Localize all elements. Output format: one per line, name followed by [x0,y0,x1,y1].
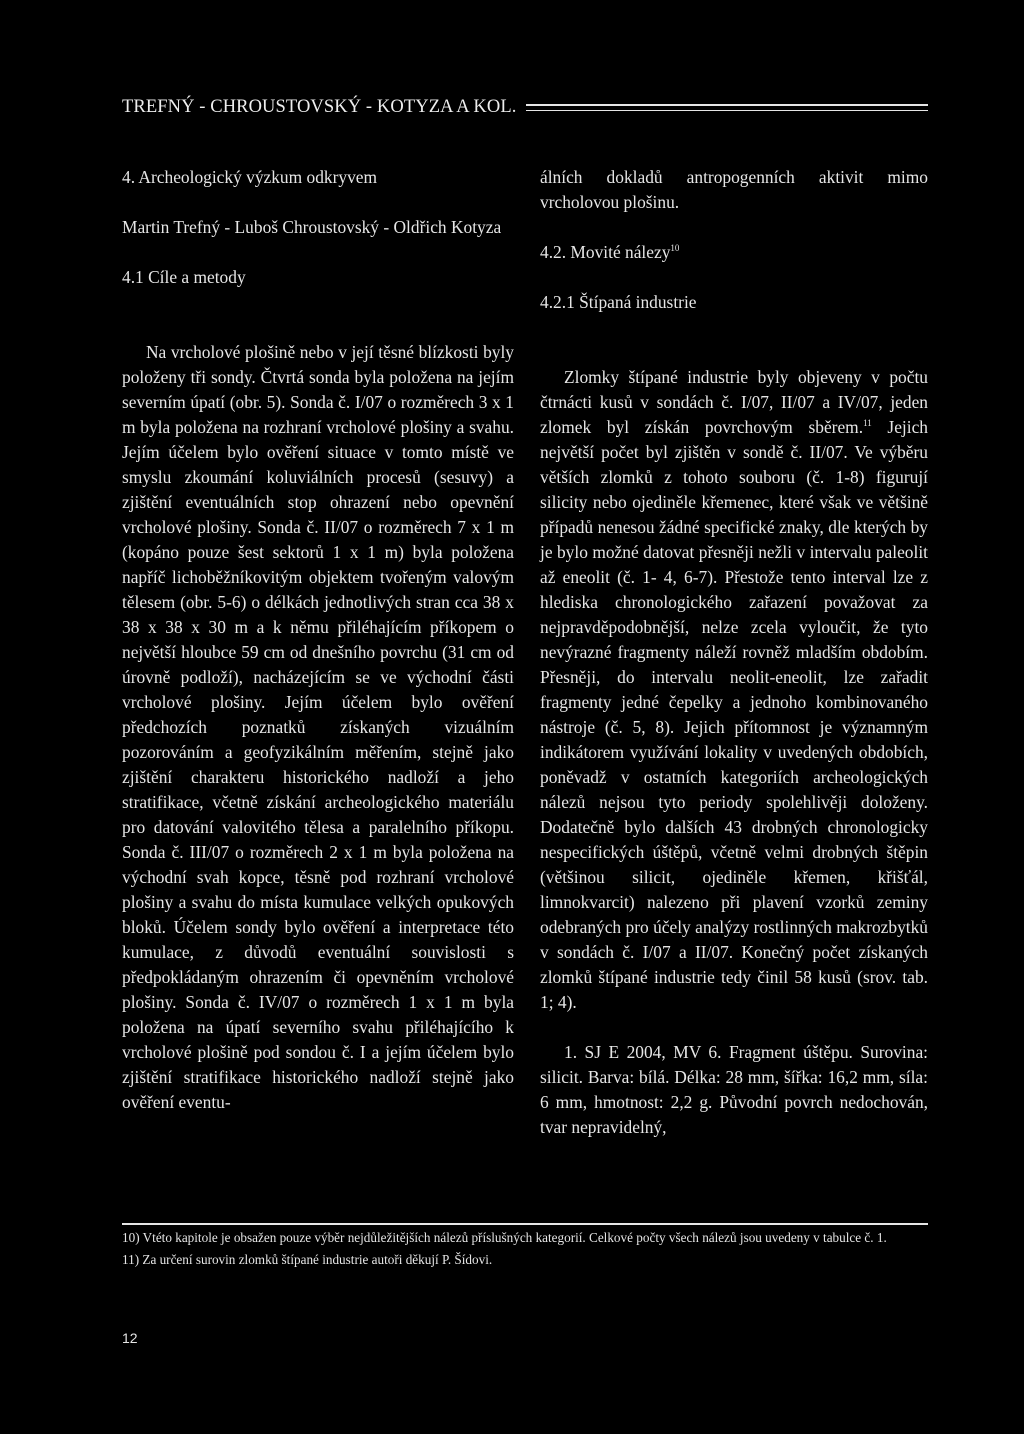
footnote-separator [122,1223,928,1225]
industry-paragraph-part1: Zlomky štípané industrie byly objeveny v počtu čtrnácti kusů v sondách č. I/07, II/07 a IV/07, jeden zlomek byl získán povrchovým sběrem. [540,367,928,437]
header-double-rule [526,104,928,111]
section-heading-4-2-text: 4.2. Movité nálezy [540,242,671,262]
section-heading-4-2 [540,240,928,265]
footnote-11: 11) Za určení surovin zlomků štípané industrie autoři děkují P. Šídovi. [122,1251,493,1267]
page-number: 12 [122,1330,138,1346]
footnote-10: 10) Vtéto kapitole je obsažen pouze výběr nejdůležitějších nálezů příslušných kategorií. Celkové počty všech nálezů jsou uvedeny v tabulce č. 1. [122,1230,887,1245]
industry-paragraph-part2: Jejich největší počet byl zjištěn v sondě č. II/07. Ve výběru větších zlomků z tohoto souboru (č. 1-8) figurují silicity nebo ojediněle křemenec, které však ve většině případů nenesou žádné specifické znaky, dle kterých by je bylo možné datovat přesněji nežli v intervalu paleolit až eneolit (č. 1- 4, 6-7). Přestože tento interval lze z hlediska chronologického zařazení považovat za nejpravděpodobnější, nelze zcela vyloučit, že tyto nevýrazné fragmenty náleží rovněž mladším obdobím. Přesněji, do intervalu neolit-eneolit, lze zařadit fragmenty jedné čepelky a jednoho kombinovaného nástroje (č. 5, 8). Jejich přítomnost je významným indikátorem využívání lokality v uvedených obdobích, poněvadž v ostatních kategoriích archeologických nálezů nejsou tyto periody spolehlivěji doloženy. Dodatečně bylo dalších 43 drobných chronologicky nespecifických úštěpů, včetně velmi drobných štěpin (většinou silicit, ojediněle křemen, křišťál, limnokvarcit) nalezeno při plavení vzorků zeminy odebraných pro účely analýzy rostlinných makrozbytků v sondách č. I/07 a II/07. Konečný počet získaných zlomků štípané industrie tedy činil 58 kusů (srov. tab. 1; 4). [540,417,928,1012]
methods-paragraph: Na vrcholové plošině nebo v její těsné blízkosti byly položeny tři sondy. Čtvrtá sonda byla položena na jejím severním úpatí (obr. 5). Sonda č. I/07 o rozměrech 3 x 1 m byla položena na rozhraní vrcholové plošiny a svahu. Jejím účelem bylo ověření situace v tomto místě ve smyslu zkoumání koluviálních procesů (sesuvy) a zjištění eventuálních stop ohrazení nebo opevnění vrcholové plošiny. Sonda č. II/07 o rozměrech 7 x 1 m (kopáno pouze šest sektorů 1 x 1 m) byla položena napříč lichoběžníkovitým objektem tvořeným valovým tělesem (obr. 5-6) o délkách jednotlivých stran cca 38 x 38 x 38 x 30 m a k němu přiléhajícím příkopem o největší hloubce 59 cm od dnešního povrchu (31 cm od úrovně podloží), nacházejícím se ve východní části vrcholové plošiny. Jejím účelem bylo ověření předchozích poznatků získaných vizuálním pozorováním a geofyzikálním měřením, stejně jako zjištění charakteru historického nadloží a jeho stratifikace, včetně získání archeologického materiálu pro datování valovitého tělesa a paralelního příkopu. Sonda č. III/07 o rozměrech 2 x 1 m byla položena na východní svah kopce, těsně pod rozhraní vrcholové plošiny a svahu do místa kumulace velkých opukových bloků. Účelem sondy bylo ověření a interpretace této kumulace, z důvodů eventuální souvislosti s předpokládaným ohrazením či opevněním vrcholové plošiny. Sonda č. IV/07 o rozměrech 1 x 1 m byla položena na úpatí severního svahu přiléhajícího k vrcholové plošině pod sondou č. I a jejím účelem bylo zjištění stratifikace historického nadloží stejně jako ověření eventu- [122,342,514,1112]
running-header [122,94,928,120]
chapter-heading: 4. Archeologický výzkum odkryvem [122,167,378,187]
left-column [122,165,514,1115]
footnote-ref-11[interactable]: 11 [863,418,872,428]
industry-paragraph [540,365,928,1015]
footnote-ref-10[interactable]: 10 [670,243,680,253]
footnotes [122,1229,928,1272]
subsection-heading-4-2-1: 4.2.1 Štípaná industrie [540,292,697,312]
continuation-text: álních dokladů antropogenních aktivit mimo vrcholovou plošinu. [540,167,928,212]
catalog-entry-1: 1. SJ E 2004, MV 6. Fragment úštěpu. Surovina: silicit. Barva: bílá. Délka: 28 mm, šířka: 16,2 mm, síla: 6 mm, hmotnost: 2,2 g. Původní povrch nedochován, tvar nepravidelný, [540,1042,928,1137]
right-column [540,165,928,1140]
authors-line: Martin Trefný - Luboš Chroustovský - Oldřich Kotyza [122,217,502,237]
running-header-title: TREFNÝ - CHROUSTOVSKÝ - KOTYZA A KOL. [122,96,517,117]
section-heading-4-1: 4.1 Cíle a metody [122,267,246,287]
